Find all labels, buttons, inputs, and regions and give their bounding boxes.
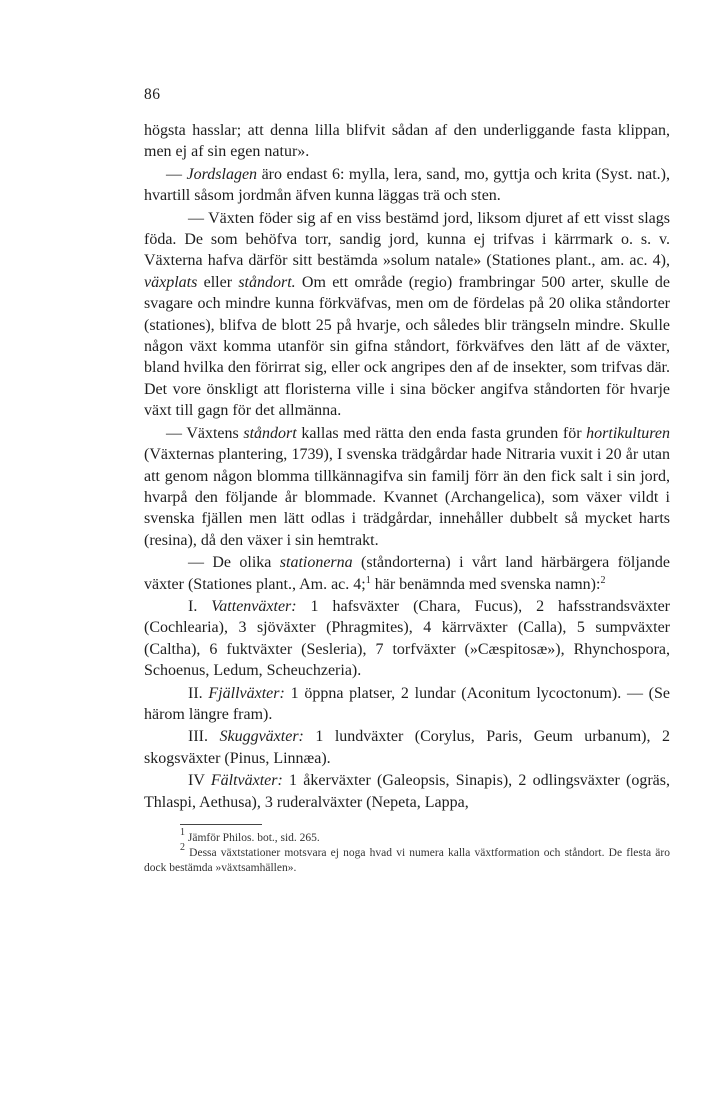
paragraph-5-text-a: — De olika — [188, 554, 280, 572]
section-text: 1 hafsväxter (Chara, Fucus), 2 hafsstrandsväxter (Cochlearia), 3 sjöväxter (Phragmites), 4 kärrväxter (Calla), 5 sumpväxter (Caltha), 6 fuktväxter (Sesleria), 7 torfväxter (»Cæspitosæ»), Rhynchospora, Schoenus, Ledum, Scheuchzeria). — [144, 597, 671, 680]
paragraph-5-text-c: här benämnda med svenska namn): — [370, 575, 601, 593]
term-standort: ståndort. — [238, 273, 296, 291]
paragraph-2 — [144, 164, 670, 207]
footnote-divider — [180, 824, 262, 825]
section-item — [144, 770, 670, 813]
paragraph-3-text-c: Om ett område (regio) frambringar 500 arter, skulle de svagare och mindre kunna förkväfvas, men om de fördelas på 20 olika ståndorter (stationes), blifva de blott 25 på hvarje, och således blir trängseln mindre. Skulle någon växt komma utanför sin gifna ståndort, förkväfves den lätt af de växter, bland hvilka den förirrat sig, eller ock angripes den af de insekter, som trifvas där. Det vore önskligt att floristerna ville i sina böcker angifva ståndorten för hvarje växt till gagn för det allmänna. — [144, 273, 671, 420]
paragraph-3 — [144, 208, 670, 422]
section-item — [144, 683, 670, 726]
paragraph-4-text-c: (Växternas plantering, 1739), I svenska trädgårdar hade Nitraria vuxit i 20 år utan att genom någon blomma tillkännagifva sin familj förr än den fick salt i sin jord, hvarpå den följande år blommade. Kvannet (Archangelica), som växer vildt i svenska fjällen men lätt odlas i trädgårdar, innehåller dubbelt så mycket harts (resina), då den växer i sin hemtrakt. — [144, 446, 670, 549]
dash: — — [166, 165, 187, 183]
footnotes — [144, 824, 670, 876]
section-heading: Fjällväxter: — [208, 684, 285, 702]
term-vaxplats: växplats — [144, 273, 198, 291]
paragraph-5 — [144, 552, 670, 595]
footnote-2 — [144, 842, 670, 876]
section-item — [144, 596, 670, 682]
footnote-1 — [144, 827, 670, 846]
section-numeral: I. — [188, 597, 198, 615]
footnote-mark: 1 — [180, 827, 185, 838]
paragraph-4-text-a: — Växtens — [166, 424, 244, 442]
section-text: 1 öppna platser, 2 lundar (Aconitum lycoctonum). — (Se härom längre fram). — [144, 684, 671, 723]
section-numeral: IV — [188, 772, 205, 790]
paragraph-3-text-a: — Växten föder sig af en viss bestämd jord, liksom djuret af ett visst slags föda. De som behöfva torr, sandig jord, kunna ej trifvas i kärrmark o. s. v. Växterna hafva därför sitt bestämda »solum natale» (Stationes plant., am. ac. 4), — [144, 209, 670, 270]
paragraph-1: högsta hasslar; att denna lilla blifvit sådan af den underliggande fasta klippan, men ej af sin egen natur». — [144, 122, 670, 161]
term-standort-2: ståndort — [243, 424, 297, 442]
term-jordslagen: Jordslagen — [186, 165, 258, 183]
paragraph-2-text: äro endast 6: mylla, lera, sand, mo, gyttja och krita (Syst. nat.), hvartill såsom jordmån äfven kunna läggas trä och sten. — [144, 165, 670, 205]
section-text: 1 lundväxter (Corylus, Paris, Geum urbanum), 2 skogsväxter (Pinus, Linnæa). — [144, 728, 670, 767]
section-heading: Skuggväxter: — [219, 728, 304, 746]
paragraph-3-text-b: eller — [197, 273, 239, 291]
body-text — [144, 120, 670, 813]
section-item — [144, 726, 670, 769]
paragraph-4 — [144, 423, 670, 551]
section-heading: Fältväxter: — [210, 772, 283, 790]
section-heading: Vattenväxter: — [211, 597, 297, 615]
footnote-mark: 2 — [180, 842, 185, 853]
footnote-text: Jämför Philos. bot., sid. 265. — [185, 832, 320, 844]
footnote-ref-2: 2 — [600, 574, 606, 586]
footnote-ref-1: 1 — [365, 574, 371, 586]
section-text: 1 åkerväxter (Galeopsis, Sinapis), 2 odlingsväxter (ogräs, Thlaspi, Aethusa), 3 ruderalväxter (Nepeta, Lappa, — [144, 772, 670, 811]
footnote-text: Dessa växtstationer motsvara ej noga hvad vi numera kalla växtformation och ståndort. De flesta äro dock bestämda »växtsamhällen». — [144, 847, 670, 874]
term-hortikulturen: hortikulturen — [586, 424, 670, 442]
paragraph-4-text-b: kallas med rätta den enda fasta grunden för — [296, 424, 587, 442]
paragraph-5-text-b: (ståndorterna) i vårt land härbärgera följande växter (Stationes plant., Am. ac. 4; — [144, 554, 671, 593]
section-numeral: II. — [188, 684, 203, 702]
section-numeral: III. — [188, 728, 208, 746]
page-number: 86 — [144, 86, 161, 103]
term-stationerna: stationerna — [279, 554, 353, 572]
